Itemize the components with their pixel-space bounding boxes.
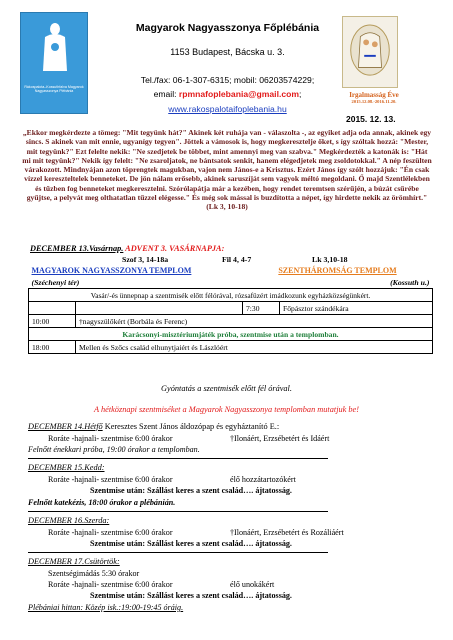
gospel-reference: (Lk 3, 10-18) — [206, 202, 248, 212]
rehearsal-note: Karácsonyi-misztériumjáték próba, szentmise után a templomban. — [29, 328, 433, 341]
devotion-note: Szentmise után: Szállást keres a szent család…. ájtatosság. — [90, 539, 292, 548]
gospel-text: „Ekkor megkérdezte a tömeg: "Mit tegyünk hát?" Akinek két ruhája van - válaszolta -, az egyiket adja oda annak, akinek egy sincs. S akinek van mit ennie, ugyanígy tegyen". Jöttek a vámosok is, hogy megkeresztelje őket, s így szóltak hozzá: "Mester, mit tegyünk?" Ezt felelte nekik: "Ne szedjetek be többet, mint amennyi meg van szabva." Megkérdezték a katonák is: "Hát mi mit tegyünk?" Nekik így felelt: "Ne zsaroljatok, ne bántsatok senkit, hanem elégedjetek meg zsoldotokkal." A nép feszülten várakozott. Mindnyájan azon töprengtek magukban, vajon nem János-e a Krisztus. Ezért János így szólt hozzájuk: "Én csak vízzel kereszteltelek benneteket. De jön nálam erősebb, akinek saruszíját sem vagyok méltó megoldani. Ő majd Szentlélekben és tűzben fog benneteket megkeresztelni. Szórólapátja már a kezében, hogy rendet teremtsen szérűjén, a búzát csűrébe gyűjtse, a pelyvát meg olthatatlan tűzzel elégesse." És még sok mással is buzdította a népet, így hirdette nekik az örömhírt." — [22, 128, 432, 203]
reading-3: Lk 3,10-18 — [312, 255, 348, 264]
mass-intention: élő hozzátartozókért — [230, 475, 296, 484]
divider — [28, 552, 328, 553]
mass-intention: †nagyszülőkért (Borbála és Ferenc) — [76, 315, 433, 328]
parish-logo — [20, 12, 88, 114]
sunday-schedule-table — [28, 264, 433, 354]
logo-text: Rákospalota–Kossuthfalva Magyarok Nagyasszonya Plébánia — [24, 85, 84, 94]
church-right-place: (Kossuth u.) — [390, 277, 430, 287]
madonna-icon — [39, 21, 71, 73]
jubilee-title: Irgalmasság Éve — [349, 91, 399, 99]
table-row — [29, 264, 433, 276]
parish-address: 1153 Budapest, Bácska u. 3. — [170, 47, 285, 57]
adoration-line: Szentségimádás 5:30 órakor — [48, 569, 140, 578]
day-note: Felnőtt katekézis, 18:00 órakor a plébánián. — [28, 498, 176, 507]
reading-2: Fil 4, 4-7 — [222, 255, 252, 264]
mass-intention: †Ilonáért, Erzsébetért és Rozáliáért — [230, 528, 344, 537]
church-right-name: SZENTHÁROMSÁG TEMPLOM — [278, 265, 397, 275]
parish-title: Magyarok Nagyasszonya Főplébánia — [135, 22, 320, 34]
table-row — [29, 328, 433, 341]
jubilee-dates: 2015.12.08.-2016.11.20. — [351, 99, 397, 104]
mass-intention: †Ilonáért, Erzsébetért és Idáért — [230, 434, 330, 443]
day-wednesday-heading: DECEMBER 16.Szerda: — [28, 516, 110, 525]
mass-intention: Mellen és Szőcs család elhunytjaiért és Lászlóért — [76, 341, 433, 354]
table-row — [29, 341, 433, 354]
table-row — [29, 276, 433, 289]
mass-time: 18:00 — [29, 341, 76, 354]
day-tuesday-heading: DECEMBER 15.Kedd: — [28, 463, 105, 472]
day-note: Felnőtt énekkari próba, 19:00 órakor a templomban. — [28, 445, 200, 454]
day-monday-heading: DECEMBER 14.Hétfő Keresztes Szent János áldozópap és egyháztanító E.: — [28, 422, 280, 431]
parish-phone: Tel./fax: 06-1-307-6315; mobil: 06203574229; — [140, 75, 315, 85]
table-row — [29, 315, 433, 328]
mass-line: Roráte -hajnali- szentmise 6:00 órakor — [48, 475, 173, 484]
divider — [28, 458, 328, 459]
jubilee-emblem-icon — [343, 17, 397, 87]
divider — [28, 511, 328, 512]
parish-website-link[interactable]: www.rakospalotaifoplebania.hu — [168, 104, 287, 114]
jubilee-logo — [342, 16, 398, 88]
sunday-heading: DECEMBER 13.Vasárnap. ADVENT 3. VASÁRNAPJA: — [30, 244, 225, 253]
mass-line: Roráte -hajnali- szentmise 6:00 órakor — [48, 580, 173, 589]
confession-note: Gyóntatás a szentmisék előtt fél órával. — [161, 384, 292, 393]
devotion-note: Szentmise után: Szállást keres a szent család…. ájtatosság. — [90, 591, 292, 600]
mass-line: Roráte -hajnali- szentmise 6:00 órakor — [48, 434, 173, 443]
weekday-mass-note: A hétköznapi szentmiséket a Magyarok Nagyasszonya templomban mutatjuk be! — [94, 405, 359, 414]
mass-intention: élő unokákért — [230, 580, 275, 589]
church-left-name: MAGYAROK NAGYASSZONYA TEMPLOM — [31, 265, 192, 275]
table-row — [29, 302, 433, 315]
mass-intention: Főpásztor szándékára — [280, 302, 433, 315]
rosary-note: Vasár/-és ünnepnap a szentmisék előtt félórával, rózsafüzért imádkozunk egyházközségünkért. — [29, 289, 433, 302]
devotion-note: Szentmise után: Szállást keres a szent család…. ájtatosság. — [90, 486, 292, 495]
table-row — [29, 289, 433, 302]
mass-time: 10:00 — [29, 315, 76, 328]
church-left-place: (Széchenyi tér) — [31, 277, 80, 287]
mass-line: Roráte -hajnali- szentmise 6:00 órakor — [48, 528, 173, 537]
day-thursday-heading: DECEMBER 17.Csütörtök: — [28, 557, 120, 566]
reading-1: Szof 3, 14-18a — [122, 255, 169, 264]
bulletin-date: 2015. 12. 13. — [346, 114, 396, 124]
catechesis-note: Plébániai hittan: Közép isk.:19:00-19:45 óráig. — [28, 603, 184, 612]
parish-email-line: email: rpmnafoplebania@gmail.com; — [153, 89, 302, 99]
gospel-quote — [22, 128, 432, 212]
mass-time: 7:30 — [243, 302, 280, 315]
parish-email[interactable]: rpmnafoplebania@gmail.com — [178, 89, 300, 99]
